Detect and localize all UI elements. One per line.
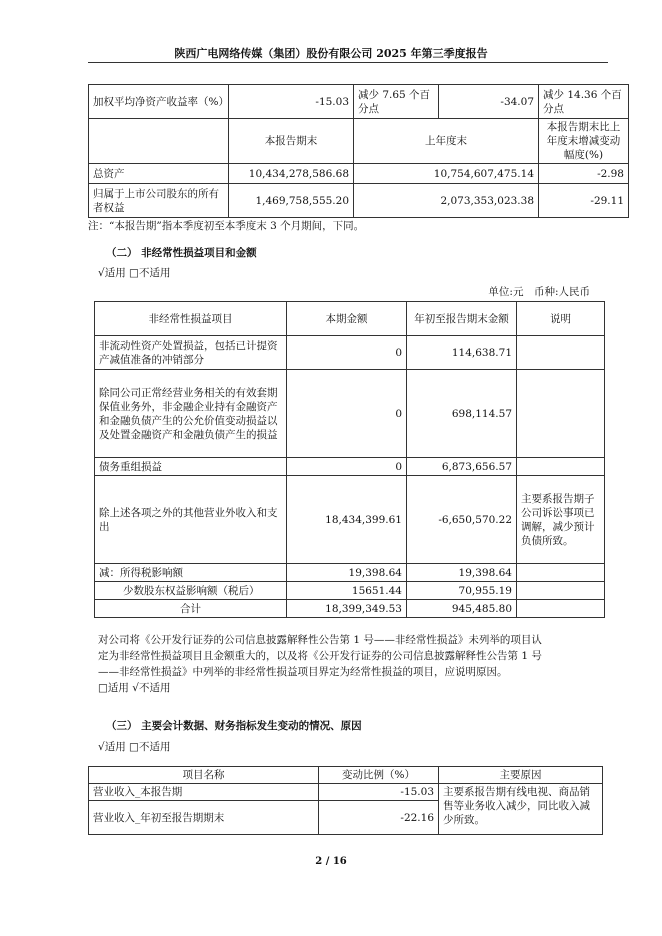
note-value bbox=[517, 336, 605, 370]
roe-change2: 减少 14.36 个百分点 bbox=[539, 85, 629, 119]
col-name: 项目名称 bbox=[89, 767, 319, 784]
ytd-value: 6,873,656.57 bbox=[407, 458, 517, 476]
note-value bbox=[517, 564, 605, 582]
note-value bbox=[517, 370, 605, 458]
roe-label: 加权平均净资产收益率（%） bbox=[89, 85, 229, 119]
table-row bbox=[95, 370, 605, 458]
ytd-value: 114,638.71 bbox=[407, 336, 517, 370]
ytd-value: 698,114.57 bbox=[407, 370, 517, 458]
col-note: 说明 bbox=[517, 302, 605, 336]
cell-value: 10,434,278,586.68 bbox=[229, 164, 354, 184]
section2-title: （二） 非经常性损益项目和金额 bbox=[106, 247, 257, 259]
col-prior-year-end: 上年度末 bbox=[354, 119, 539, 164]
table-row bbox=[95, 582, 605, 600]
note-value: 主要系报告期子公司诉讼事项已调解，减少预计负债所致。 bbox=[517, 476, 605, 564]
roe-current: -15.03 bbox=[229, 85, 354, 119]
changes-table bbox=[88, 766, 603, 835]
item-name: 营业收入_本报告期 bbox=[89, 784, 319, 801]
table-row bbox=[89, 784, 603, 801]
item-label: 少数股东权益影响额（税后） bbox=[95, 582, 287, 600]
current-value: 0 bbox=[287, 336, 407, 370]
nonrecurring-gains-table bbox=[94, 301, 605, 618]
roe-ytd: -34.07 bbox=[439, 85, 539, 119]
reason-text: 主要系报告期有线电视、商品销售等业务收入减少，同比收入减少所致。 bbox=[439, 784, 603, 835]
cell-value: -2.98 bbox=[539, 164, 629, 184]
cell-value: -29.11 bbox=[539, 184, 629, 218]
table-row bbox=[95, 564, 605, 582]
section2-applicable: √适用 □不适用 bbox=[98, 267, 171, 279]
col-period-end: 本报告期末 bbox=[229, 119, 354, 164]
item-label: 合计 bbox=[95, 600, 287, 618]
row-label: 总资产 bbox=[89, 164, 229, 184]
paragraph-line: 定为非经常性损益项目且金额重大的，以及将《公开发行证券的公司信息披露解释性公告第 1 号 bbox=[98, 650, 542, 662]
ratio-value: -15.03 bbox=[319, 784, 439, 801]
note-text: 注：“本报告期”指本季度初至本季度末 3 个月期间，下同。 bbox=[88, 220, 365, 232]
section3-title: （三） 主要会计数据、财务指标发生变动的情况、原因 bbox=[106, 720, 362, 732]
ytd-value: 945,485.80 bbox=[407, 600, 517, 618]
table-row bbox=[95, 458, 605, 476]
blank-cell bbox=[89, 119, 229, 164]
page-number: 2 / 16 bbox=[315, 856, 347, 867]
section2-not-applicable: □适用 √不适用 bbox=[98, 682, 171, 694]
row-label: 归属于上市公司股东的所有者权益 bbox=[89, 184, 229, 218]
col-ytd: 年初至报告期末金额 bbox=[407, 302, 517, 336]
col-ratio: 变动比例（%） bbox=[319, 767, 439, 784]
col-reason: 主要原因 bbox=[439, 767, 603, 784]
cell-value: 10,754,607,475.14 bbox=[354, 164, 539, 184]
ytd-value: 70,955.19 bbox=[407, 582, 517, 600]
col-current: 本期金额 bbox=[287, 302, 407, 336]
section3-applicable: √适用 □不适用 bbox=[98, 741, 171, 753]
current-value: 18,399,349.53 bbox=[287, 600, 407, 618]
current-value: 0 bbox=[287, 370, 407, 458]
col-change-pct: 本报告期末比上年度末增减变动幅度(%) bbox=[539, 119, 629, 164]
item-label: 非流动性资产处置损益，包括已计提资产减值准备的冲销部分 bbox=[95, 336, 287, 370]
ratio-value: -22.16 bbox=[319, 801, 439, 835]
paragraph-line: ——非经常性损益》中列举的非经常性损益项目界定为经常性损益的项目，应说明原因。 bbox=[98, 666, 508, 678]
note-value bbox=[517, 458, 605, 476]
item-name: 营业收入_年初至报告期期末 bbox=[89, 801, 319, 835]
current-value: 15651.44 bbox=[287, 582, 407, 600]
ytd-value: -6,650,570.22 bbox=[407, 476, 517, 564]
current-value: 19,398.64 bbox=[287, 564, 407, 582]
table-row bbox=[95, 600, 605, 618]
header-divider bbox=[88, 62, 608, 63]
col-item: 非经常性损益项目 bbox=[95, 302, 287, 336]
item-label: 除同公司正常经营业务相关的有效套期保值业务外，非金融企业持有金融资产和金融负债产生的公允价值变动损益以及处置金融资产和金融负债产生的损益 bbox=[95, 370, 287, 458]
cell-value: 1,469,758,555.20 bbox=[229, 184, 354, 218]
note-value bbox=[517, 582, 605, 600]
note-value bbox=[517, 600, 605, 618]
ytd-value: 19,398.64 bbox=[407, 564, 517, 582]
current-value: 18,434,399.61 bbox=[287, 476, 407, 564]
paragraph-line: 对公司将《公开发行证券的公司信息披露解释性公告第 1 号——非经常性损益》未列举的项目认 bbox=[98, 634, 542, 646]
item-label: 减：所得税影响额 bbox=[95, 564, 287, 582]
table-row bbox=[95, 336, 605, 370]
unit-label: 单位:元 币种:人民币 bbox=[488, 286, 590, 298]
cell-value: 2,073,353,023.38 bbox=[354, 184, 539, 218]
current-value: 0 bbox=[287, 458, 407, 476]
table-row bbox=[95, 476, 605, 564]
item-label: 除上述各项之外的其他营业外收入和支出 bbox=[95, 476, 287, 564]
report-header: 陕西广电网络传媒（集团）股份有限公司 2025 年第三季度报告 bbox=[174, 47, 488, 60]
key-financial-table bbox=[88, 84, 629, 218]
roe-change1: 减少 7.65 个百分点 bbox=[354, 85, 439, 119]
item-label: 债务重组损益 bbox=[95, 458, 287, 476]
